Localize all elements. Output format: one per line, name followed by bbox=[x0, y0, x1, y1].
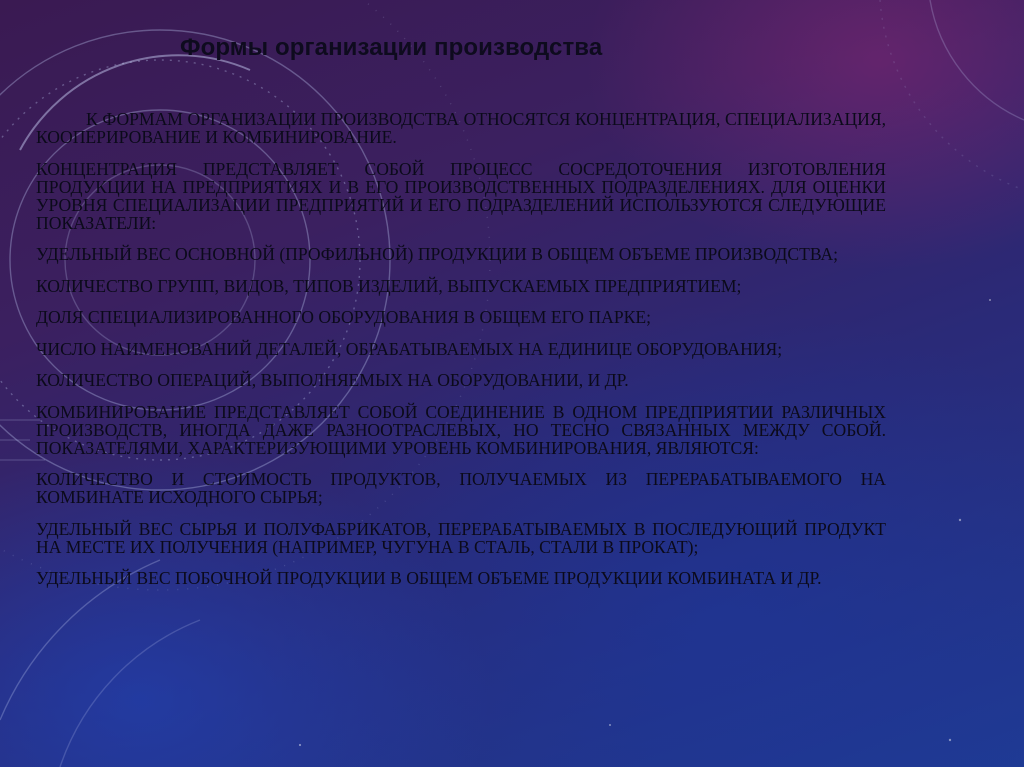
slide-body bbox=[36, 110, 886, 601]
paragraph-combination: КОМБИНИРОВАНИЕ ПРЕДСТАВЛЯЕТ СОБОЙ СОЕДИНЕНИЕ В ОДНОМ ПРЕДПРИЯТИИ РАЗЛИЧНЫХ ПРОИЗВОДСТВ, ИНОГДА ДАЖЕ РАЗНООТРАСЛЕВЫХ, НО ТЕСНО СВЯЗАННЫХ МЕЖДУ СОБОЙ. ПОКАЗАТЕЛЯМИ, ХАРАКТЕРИЗУЮЩИМИ УРОВЕНЬ КОМБИНИРОВАНИЯ, ЯВЛЯЮТСЯ: bbox=[36, 401, 886, 458]
list-item: УДЕЛЬНЫЙ ВЕС ОСНОВНОЙ (ПРОФИЛЬНОЙ) ПРОДУКЦИИ В ОБЩЕМ ОБЪЕМЕ ПРОИЗВОДСТВА; bbox=[36, 244, 839, 264]
list-item: ЧИСЛО НАИМЕНОВАНИЙ ДЕТАЛЕЙ, ОБРАБАТЫВАЕМЫХ НА ЕДИНИЦЕ ОБОРУДОВАНИЯ; bbox=[36, 338, 783, 359]
page-title: Формы организации производства bbox=[180, 34, 603, 61]
paragraph-concentration: КОНЦЕНТРАЦИЯ ПРЕДСТАВЛЯЕТ СОБОЙ ПРОЦЕСС СОСРЕДОТОЧЕНИЯ ИЗГОТОВЛЕНИЯ ПРОДУКЦИИ НА ПРЕДПРИЯТИЯХ И В ЕГО ПРОИЗВОДСТВЕННЫХ ПОДРАЗДЕЛЕНИЯХ. ДЛЯ ОЦЕНКИ УРОВНЯ СПЕЦИАЛИЗАЦИИ ПРЕДПРИЯТИЙ И ЕГО ПОДРАЗДЕЛЕНИЙ ИСПОЛЬЗУЮТСЯ СЛЕДУЮЩИЕ ПОКАЗАТЕЛИ: bbox=[36, 158, 886, 233]
list-item: УДЕЛЬНЫЙ ВЕС ПОБОЧНОЙ ПРОДУКЦИИ В ОБЩЕМ ОБЪЕМЕ ПРОДУКЦИИ КОМБИНАТА И ДР. bbox=[36, 568, 822, 588]
paragraph-intro: К ФОРМАМ ОРГАНИЗАЦИИ ПРОИЗВОДСТВА ОТНОСЯТСЯ КОНЦЕНТРАЦИЯ, СПЕЦИАЛИЗАЦИЯ, КООПЕРИРОВАНИЕ И КОМБИНИРОВАНИЕ. bbox=[36, 109, 886, 147]
list-item: УДЕЛЬНЫЙ ВЕС СЫРЬЯ И ПОЛУФАБРИКАТОВ, ПЕРЕРАБАТЫВАЕМЫХ В ПОСЛЕДУЮЩИЙ ПРОДУКТ НА МЕСТЕ ИХ ПОЛУЧЕНИЯ (НАПРИМЕР, ЧУГУНА В СТАЛЬ, СТАЛИ В ПРОКАТ); bbox=[36, 518, 886, 557]
list-item: КОЛИЧЕСТВО И СТОИМОСТЬ ПРОДУКТОВ, ПОЛУЧАЕМЫХ ИЗ ПЕРЕРАБАТЫВАЕМОГО НА КОМБИНАТЕ ИСХОДНОГО СЫРЬЯ; bbox=[36, 469, 886, 507]
list-item: КОЛИЧЕСТВО ГРУПП, ВИДОВ, ТИПОВ ИЗДЕЛИЙ, ВЫПУСКАЕМЫХ ПРЕДПРИЯТИЕМ; bbox=[36, 275, 742, 296]
list-item: ДОЛЯ СПЕЦИАЛИЗИРОВАННОГО ОБОРУДОВАНИЯ В ОБЩЕМ ЕГО ПАРКЕ; bbox=[36, 307, 651, 327]
list-item: КОЛИЧЕСТВО ОПЕРАЦИЙ, ВЫПОЛНЯЕМЫХ НА ОБОРУДОВАНИИ, И ДР. bbox=[36, 370, 629, 390]
